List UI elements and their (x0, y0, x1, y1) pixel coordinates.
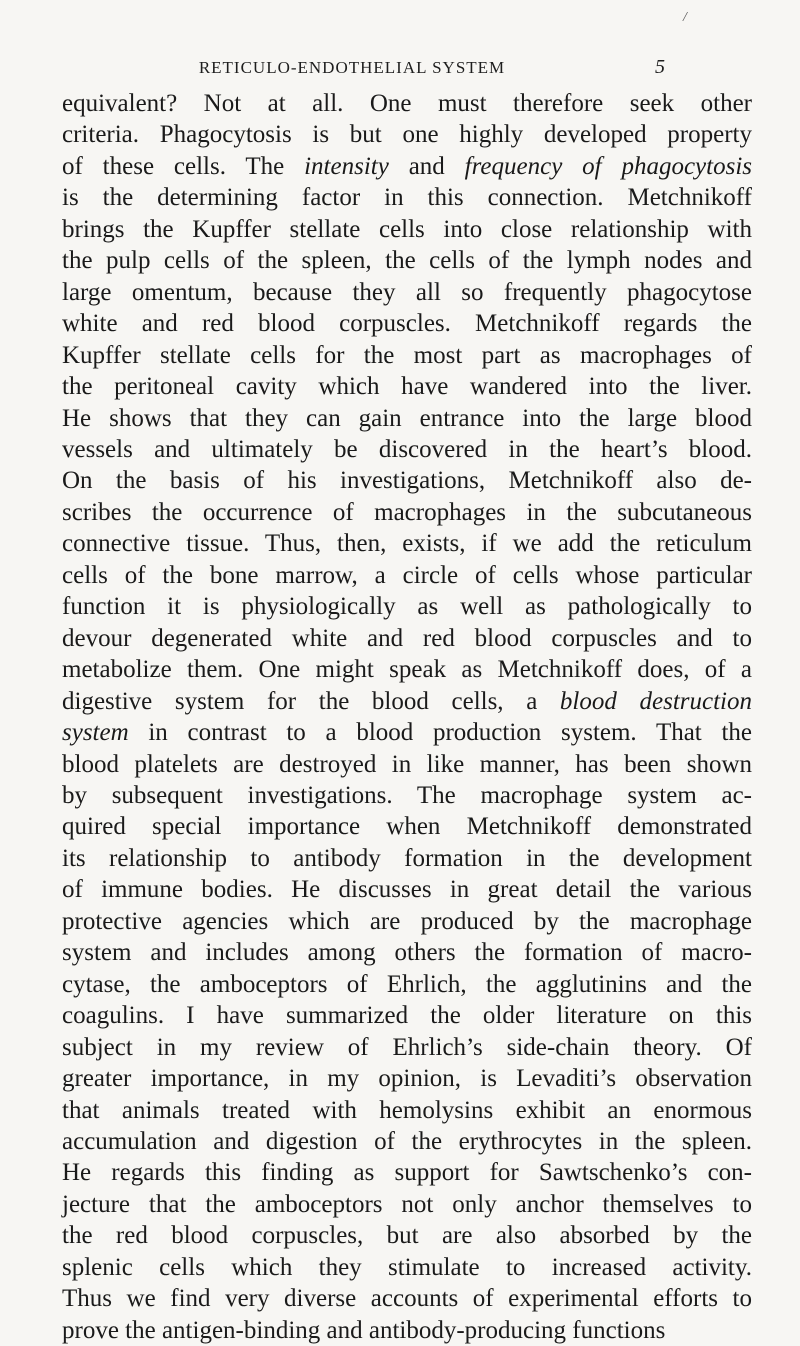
text-line (62, 308, 752, 339)
text-line (62, 906, 752, 937)
italic-text-segment: system (62, 719, 129, 747)
text-segment: and (388, 152, 465, 180)
text-line (62, 1000, 752, 1031)
text-segment: cells of the bone marrow, a circle of cells whose particular (62, 561, 752, 589)
text-line (62, 811, 752, 842)
text-line (62, 1126, 752, 1157)
text-segment: jecture that the amboceptors not only anchor themselves to (62, 1190, 752, 1218)
text-segment: white and red blood corpuscles. Metchnikoff regards the (62, 310, 752, 338)
text-segment: by subsequent investigations. The macrophage system ac- (62, 781, 752, 809)
text-line (62, 1283, 752, 1314)
text-segment: accumulation and digestion of the erythrocytes in the spleen. (62, 1127, 752, 1155)
text-line (62, 528, 752, 559)
text-line (62, 749, 752, 780)
text-segment: its relationship to antibody formation in the development (62, 844, 752, 872)
text-segment: system and includes among others the formation of macro- (62, 939, 752, 967)
text-line (62, 969, 752, 1000)
body-paragraph (62, 88, 752, 1346)
text-line (62, 1315, 752, 1346)
text-line (62, 591, 752, 622)
text-line (62, 1220, 752, 1251)
italic-text-segment: frequency of phagocytosis (464, 152, 752, 180)
text-line (62, 245, 752, 276)
text-segment: On the basis of his investigations, Metchnikoff also de- (62, 467, 752, 495)
text-line (62, 623, 752, 654)
text-line (62, 1189, 752, 1220)
text-line (62, 497, 752, 528)
text-segment: in contrast to a blood production system. That the (128, 719, 752, 747)
text-segment: greater importance, in my opinion, is Levaditi’s observation (62, 1065, 752, 1093)
text-line (62, 465, 752, 496)
text-line (62, 1032, 752, 1063)
text-segment: of these cells. The (62, 152, 305, 180)
text-line (62, 1252, 752, 1283)
text-segment: the red blood corpuscles, but are also absorbed by the (62, 1222, 752, 1250)
italic-text-segment: blood destruction (559, 687, 752, 715)
text-line (62, 1095, 752, 1126)
text-segment: He regards this finding as support for Sawtschenko’s con- (62, 1159, 752, 1187)
text-segment: large omentum, because they all so frequently phagocytose (62, 278, 752, 306)
text-line (62, 182, 752, 213)
text-line (62, 371, 752, 402)
text-line (62, 340, 752, 371)
text-segment: blood platelets are destroyed in like manner, has been shown (62, 750, 752, 778)
text-segment: protective agencies which are produced by the macrophage (62, 907, 752, 935)
text-segment: vessels and ultimately be discovered in the heart’s blood. (62, 435, 752, 463)
text-segment: connective tissue. Thus, then, exists, if we add the reticulum (62, 530, 752, 558)
italic-text-segment: intensity (304, 152, 389, 180)
text-segment: splenic cells which they stimulate to increased activity. (62, 1253, 752, 1281)
text-segment: devour degenerated white and red blood corpuscles and to (62, 624, 752, 652)
text-segment: prove the antigen-binding and antibody-producing functions (62, 1316, 666, 1344)
text-line (62, 843, 752, 874)
text-line (62, 434, 752, 465)
page-number: 5 (655, 56, 665, 78)
text-segment: brings the Kupffer stellate cells into close relationship with (62, 215, 752, 243)
text-line (62, 717, 752, 748)
text-segment: that animals treated with hemolysins exhibit an enormous (62, 1096, 752, 1124)
text-segment: subject in my review of Ehrlich’s side-chain theory. Of (62, 1033, 752, 1061)
text-segment: Kupffer stellate cells for the most part as macrophages of (62, 341, 752, 369)
text-line (62, 403, 752, 434)
text-line (62, 1157, 752, 1188)
text-line (62, 119, 752, 150)
text-line (62, 88, 752, 119)
text-segment: Thus we find very diverse accounts of experimental efforts to (62, 1285, 752, 1313)
text-segment: equivalent? Not at all. One must therefore seek other (62, 90, 752, 117)
text-segment: cytase, the amboceptors of Ehrlich, the agglutinins and the (62, 970, 752, 998)
text-line (62, 937, 752, 968)
text-segment: criteria. Phagocytosis is but one highly developed property (62, 121, 752, 149)
text-line (62, 780, 752, 811)
text-segment: scribes the occurrence of macrophages in the subcutaneous (62, 498, 752, 526)
running-header: RETICULO-ENDOTHELIAL SYSTEM (198, 58, 506, 77)
text-segment: metabolize them. One might speak as Metchnikoff does, of a (62, 656, 752, 684)
text-segment: the peritoneal cavity which have wandered into the liver. (62, 373, 752, 401)
text-line (62, 151, 752, 182)
text-line (62, 214, 752, 245)
text-segment: digestive system for the blood cells, a (62, 687, 560, 715)
text-line (62, 560, 752, 591)
text-segment: of immune bodies. He discusses in great detail the various (62, 876, 752, 904)
text-segment: the pulp cells of the spleen, the cells of the lymph nodes and (62, 247, 752, 275)
text-line (62, 277, 752, 308)
text-line (62, 654, 752, 685)
text-line (62, 1063, 752, 1094)
text-segment: quired special importance when Metchnikoff demonstrated (62, 813, 752, 841)
text-segment: coagulins. I have summarized the older literature on this (62, 1002, 752, 1030)
text-segment: is the determining factor in this connection. Metchnikoff (62, 184, 752, 212)
corner-mark: / (683, 10, 687, 25)
text-segment: He shows that they can gain entrance into the large blood (62, 404, 752, 432)
text-line (62, 874, 752, 905)
text-segment: function it is physiologically as well as pathologically to (62, 593, 752, 621)
text-line (62, 686, 752, 717)
